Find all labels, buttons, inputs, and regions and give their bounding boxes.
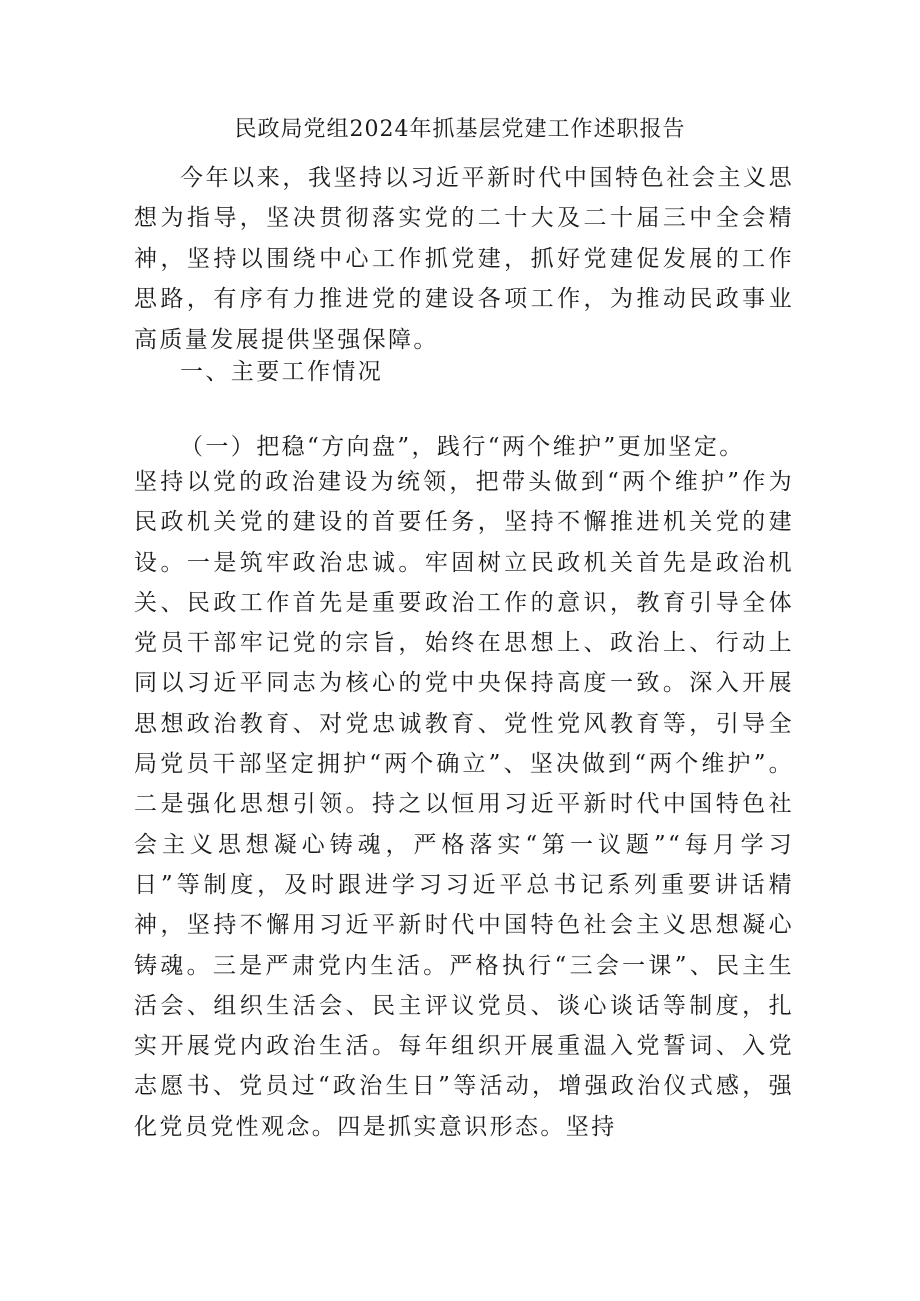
section-heading: 一、主要工作情况	[180, 359, 384, 385]
intro-paragraph: 今年以来，我坚持以习近平新时代中国特色社会主义思想为指导，坚决贯彻落实党的二十大及二十届三中全会精神，坚持以围绕中心工作抓党建，抓好党建促发展的工作思路，有序有力推进党的建设各项工作，为推动民政事业高质量发展提供坚强保障。	[134, 165, 794, 353]
subsection-heading: （一）把稳“方向盘”，践行“两个维护”更加坚定。	[180, 434, 745, 460]
subsection-paragraph: 坚持以党的政治建设为统领，把带头做到“两个维护”作为民政机关党的建设的首要任务，坚持不懈推进机关党的建设。一是筑牢政治忠诚。牢固树立民政机关首先是政治机关、民政工作首先是重要政治工作的意识，教育引导全体党员干部牢记党的宗旨，始终在思想上、政治上、行动上同以习近平同志为核心的党中央保持高度一致。深入开展思想政治教育、对党忠诚教育、党性党风教育等，引导全局党员干部坚定拥护“两个确立”、坚决做到“两个维护”。二是强化思想引领。持之以恒用习近平新时代中国特色社会主义思想凝心铸魂，严格落实“第一议题”“每月学习日”等制度，及时跟进学习习近平总书记系列重要讲话精神，坚持不懈用习近平新时代中国特色社会主义思想凝心铸魂。三是严肃党内生活。严格执行“三会一课”、民主生活会、组织生活会、民主评议党员、谈心谈话等制度，扎实开展党内政治生活。每年组织开展重温入党誓词、入党志愿书、党员过“政治生日”等活动，增强政治仪式感，强化党员党性观念。四是抓实意识形态。坚持	[134, 469, 794, 1140]
document-title: 民政局党组2024年抓基层党建工作述职报告	[234, 117, 686, 142]
